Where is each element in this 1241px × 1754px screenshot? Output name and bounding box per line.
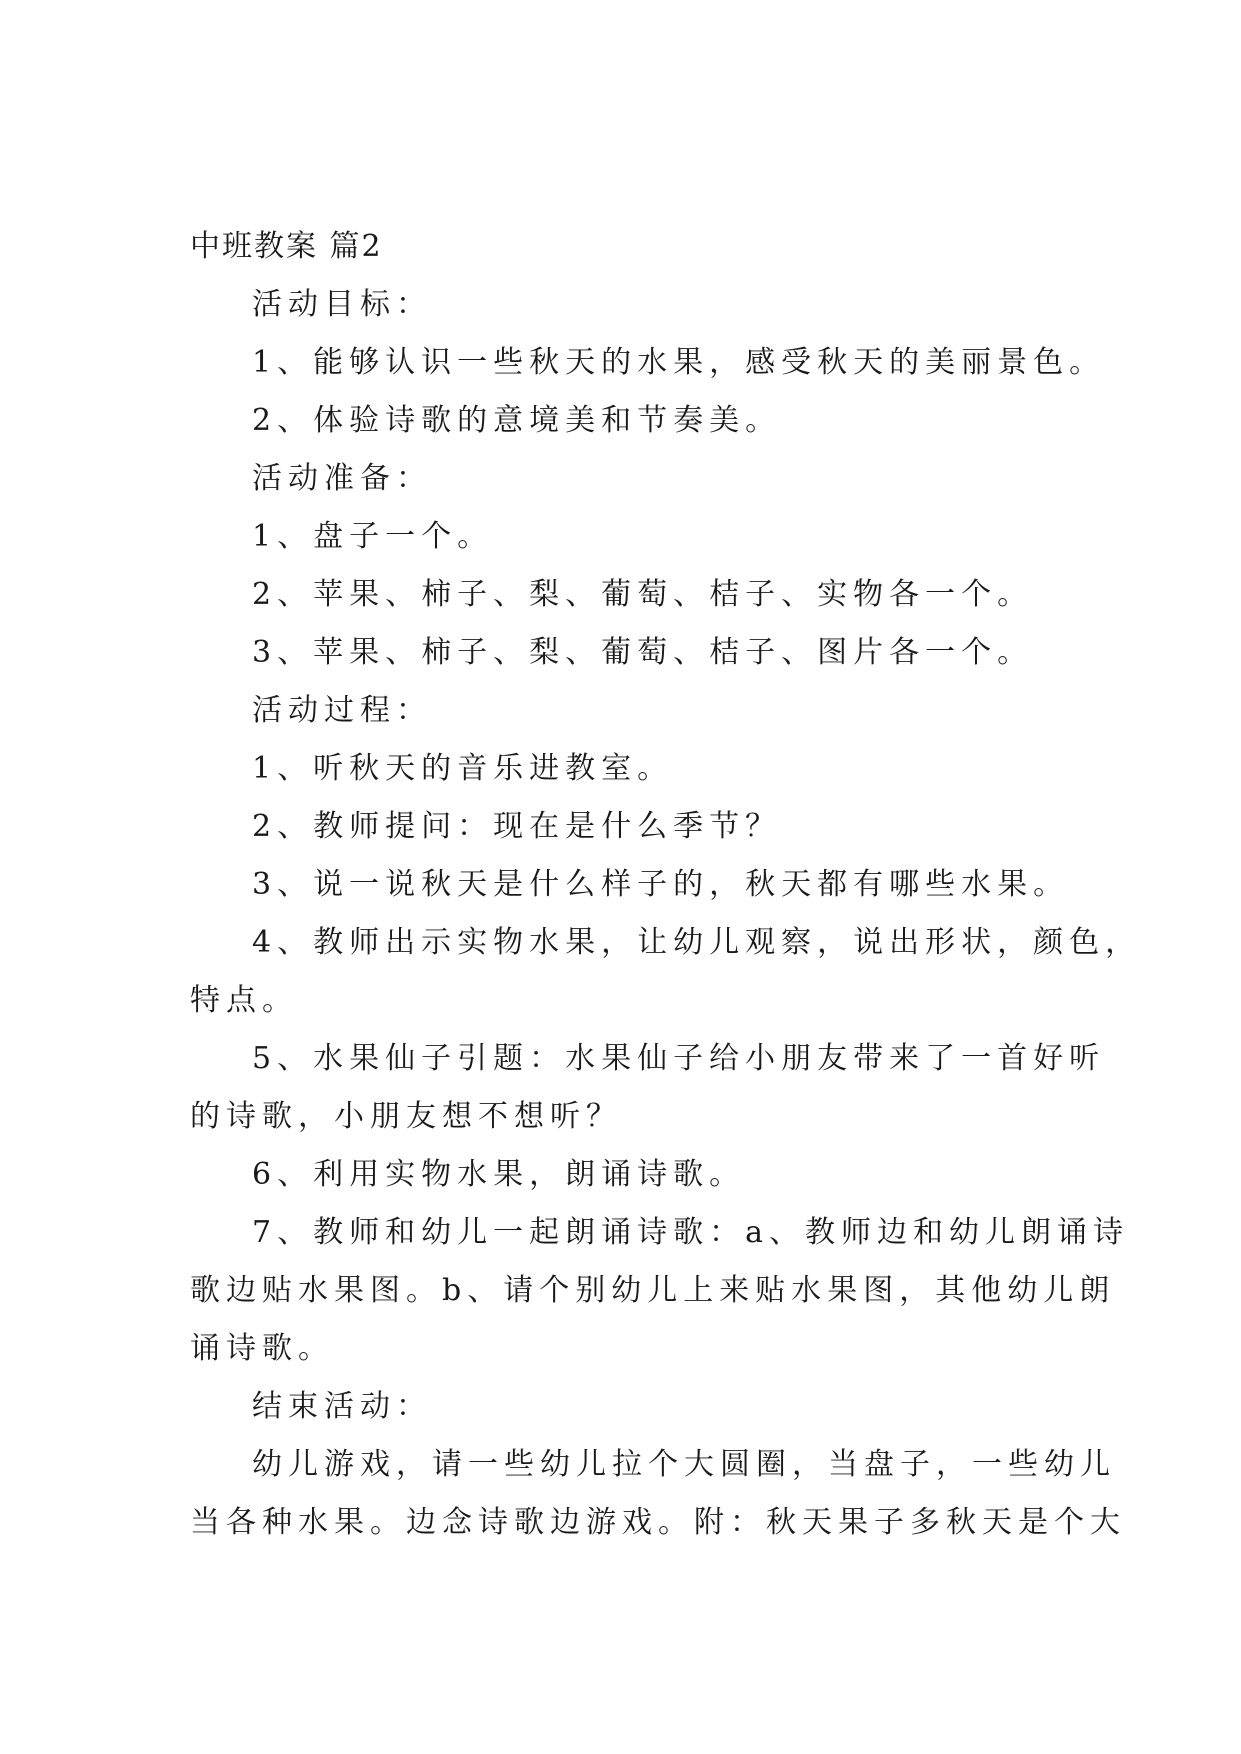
paragraph-line-continued: 诵诗歌。 xyxy=(190,1331,334,1366)
paragraph-line-continued: 当各种水果。边念诗歌边游戏。附：秋天果子多秋天是个大 xyxy=(190,1505,1126,1540)
document-body xyxy=(190,218,1142,1552)
paragraph-line-continued: 歌边贴水果图。b、请个别幼儿上来贴水果图，其他幼儿朗 xyxy=(190,1273,1116,1308)
paragraph-line: 6、利用实物水果，朗诵诗歌。 xyxy=(252,1157,746,1192)
paragraph-line: 7、教师和幼儿一起朗诵诗歌：a、教师边和幼儿朗诵诗 xyxy=(252,1215,1129,1250)
paragraph-line-continued: 特点。 xyxy=(190,983,298,1018)
paragraph-line: 1、能够认识一些秋天的水果，感受秋天的美丽景色。 xyxy=(252,345,1106,380)
paragraph-line: 4、教师出示实物水果，让幼儿观察，说出形状，颜色， xyxy=(252,925,1142,960)
document-title: 中班教案 篇2 xyxy=(190,229,383,264)
paragraph-line: 1、听秋天的音乐进教室。 xyxy=(252,751,674,786)
paragraph-line: 5、水果仙子引题：水果仙子给小朋友带来了一首好听 xyxy=(252,1041,1106,1076)
paragraph-line: 2、苹果、柿子、梨、葡萄、桔子、实物各一个。 xyxy=(252,577,1034,612)
paragraph-line: 2、体验诗歌的意境美和节奏美。 xyxy=(252,403,782,438)
paragraph-line: 3、苹果、柿子、梨、葡萄、桔子、图片各一个。 xyxy=(252,635,1034,670)
section-heading-goals: 活动目标： xyxy=(252,287,432,322)
paragraph-line: 1、盘子一个。 xyxy=(252,519,494,554)
section-heading-process: 活动过程： xyxy=(252,693,432,728)
paragraph-line: 2、教师提问：现在是什么季节？ xyxy=(252,809,782,844)
paragraph-line-continued: 的诗歌，小朋友想不想听？ xyxy=(190,1099,622,1134)
paragraph-line: 3、说一说秋天是什么样子的，秋天都有哪些水果。 xyxy=(252,867,1070,902)
paragraph-line: 幼儿游戏，请一些幼儿拉个大圆圈，当盘子，一些幼儿 xyxy=(252,1447,1116,1482)
section-heading-preparation: 活动准备： xyxy=(252,461,432,496)
section-heading-ending: 结束活动： xyxy=(252,1389,432,1424)
